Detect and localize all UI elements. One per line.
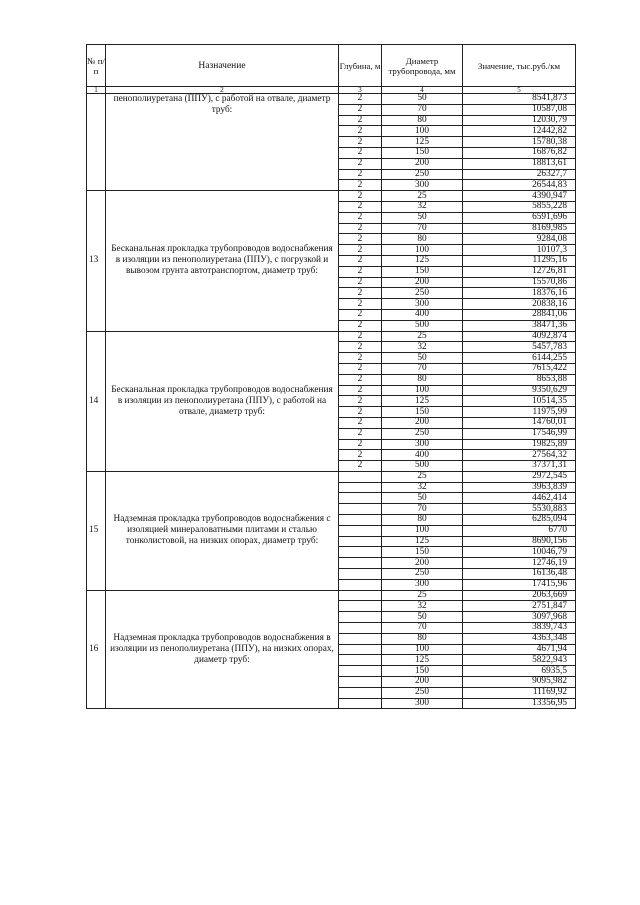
price-table <box>86 44 576 709</box>
diameter-cell: 80 <box>382 515 463 526</box>
diameter-cell: 150 <box>382 266 463 277</box>
depth-cell: 2 <box>339 137 382 148</box>
diameter-cell: 32 <box>382 601 463 612</box>
value-cell: 12746,19 <box>463 558 576 569</box>
diameter-cell: 32 <box>382 482 463 493</box>
value-cell: 8169,985 <box>463 223 576 234</box>
value-cell: 11169,92 <box>463 687 576 698</box>
value-cell: 7615,422 <box>463 363 576 374</box>
value-cell: 26544,83 <box>463 180 576 191</box>
diameter-cell: 25 <box>382 191 463 202</box>
value-cell: 4092,874 <box>463 331 576 342</box>
diameter-cell: 50 <box>382 94 463 105</box>
depth-cell: 2 <box>339 126 382 137</box>
depth-cell: 2 <box>339 255 382 266</box>
item-description: пенополиуретана (ППУ), с работой на отвале, диаметр труб: <box>106 94 339 191</box>
depth-cell <box>339 579 382 590</box>
diameter-cell: 125 <box>382 255 463 266</box>
depth-cell: 2 <box>339 363 382 374</box>
diameter-cell: 250 <box>382 288 463 299</box>
table-header-row <box>87 45 576 87</box>
value-cell: 4363,348 <box>463 633 576 644</box>
value-cell: 11975,99 <box>463 407 576 418</box>
value-cell: 5855,228 <box>463 201 576 212</box>
value-cell: 18813,61 <box>463 158 576 169</box>
depth-cell: 2 <box>339 374 382 385</box>
depth-cell: 2 <box>339 94 382 105</box>
column-number: 4 <box>382 87 463 94</box>
diameter-cell: 70 <box>382 504 463 515</box>
diameter-cell: 100 <box>382 385 463 396</box>
value-cell: 10587,08 <box>463 104 576 115</box>
value-cell: 15780,38 <box>463 137 576 148</box>
item-number: 16 <box>87 590 106 709</box>
table-row <box>87 471 576 482</box>
diameter-cell: 200 <box>382 558 463 569</box>
diameter-cell: 100 <box>382 644 463 655</box>
depth-cell <box>339 536 382 547</box>
value-cell: 2972,545 <box>463 471 576 482</box>
value-cell: 28841,06 <box>463 309 576 320</box>
diameter-cell: 150 <box>382 407 463 418</box>
column-number: 3 <box>339 87 382 94</box>
value-cell: 3963,839 <box>463 482 576 493</box>
depth-cell: 2 <box>339 396 382 407</box>
table-row <box>87 590 576 601</box>
value-cell: 16876,82 <box>463 147 576 158</box>
table-row <box>87 191 576 202</box>
depth-cell: 2 <box>339 331 382 342</box>
depth-cell <box>339 677 382 688</box>
value-cell: 6770 <box>463 525 576 536</box>
value-cell: 5457,783 <box>463 342 576 353</box>
depth-cell: 2 <box>339 428 382 439</box>
depth-cell: 2 <box>339 407 382 418</box>
depth-cell <box>339 569 382 580</box>
diameter-cell: 70 <box>382 223 463 234</box>
value-cell: 8541,873 <box>463 94 576 105</box>
depth-cell: 2 <box>339 288 382 299</box>
value-cell: 5822,943 <box>463 655 576 666</box>
depth-cell <box>339 547 382 558</box>
diameter-cell: 400 <box>382 450 463 461</box>
value-cell: 9350,629 <box>463 385 576 396</box>
diameter-cell: 250 <box>382 569 463 580</box>
diameter-cell: 25 <box>382 331 463 342</box>
depth-cell: 2 <box>339 299 382 310</box>
value-cell: 26327,7 <box>463 169 576 180</box>
diameter-cell: 32 <box>382 201 463 212</box>
depth-cell <box>339 493 382 504</box>
depth-cell <box>339 525 382 536</box>
value-cell: 16136,48 <box>463 569 576 580</box>
depth-cell <box>339 482 382 493</box>
value-cell: 6144,255 <box>463 353 576 364</box>
value-cell: 13356,95 <box>463 698 576 709</box>
value-cell: 37371,31 <box>463 461 576 472</box>
value-cell: 4462,414 <box>463 493 576 504</box>
diameter-cell: 300 <box>382 439 463 450</box>
diameter-cell: 300 <box>382 180 463 191</box>
depth-cell <box>339 655 382 666</box>
value-cell: 10046,79 <box>463 547 576 558</box>
diameter-cell: 150 <box>382 666 463 677</box>
depth-cell: 2 <box>339 115 382 126</box>
diameter-cell: 25 <box>382 471 463 482</box>
diameter-cell: 150 <box>382 547 463 558</box>
diameter-cell: 80 <box>382 374 463 385</box>
header-value: Значение, тыс.руб./км <box>463 45 576 87</box>
diameter-cell: 300 <box>382 579 463 590</box>
depth-cell: 2 <box>339 245 382 256</box>
diameter-cell: 70 <box>382 104 463 115</box>
depth-cell: 2 <box>339 277 382 288</box>
depth-cell: 2 <box>339 158 382 169</box>
value-cell: 9284,08 <box>463 234 576 245</box>
diameter-cell: 125 <box>382 137 463 148</box>
depth-cell: 2 <box>339 417 382 428</box>
value-cell: 4671,94 <box>463 644 576 655</box>
depth-cell <box>339 612 382 623</box>
value-cell: 17415,96 <box>463 579 576 590</box>
depth-cell: 2 <box>339 450 382 461</box>
depth-cell: 2 <box>339 461 382 472</box>
depth-cell: 2 <box>339 353 382 364</box>
item-description: Бесканальная прокладка трубопроводов водоснабжения в изоляции из пенополиуретана (ППУ), с работой на отвале, диаметр труб: <box>106 331 339 471</box>
diameter-cell: 150 <box>382 147 463 158</box>
diameter-cell: 80 <box>382 234 463 245</box>
diameter-cell: 125 <box>382 536 463 547</box>
diameter-cell: 125 <box>382 655 463 666</box>
diameter-cell: 250 <box>382 169 463 180</box>
diameter-cell: 200 <box>382 417 463 428</box>
diameter-cell: 80 <box>382 633 463 644</box>
item-description: Надземная прокладка трубопроводов водоснабжения в изоляции из пенополиуретана (ППУ), на низких опорах, диаметр труб: <box>106 590 339 709</box>
value-cell: 10514,35 <box>463 396 576 407</box>
value-cell: 14760,01 <box>463 417 576 428</box>
depth-cell: 2 <box>339 201 382 212</box>
diameter-cell: 70 <box>382 623 463 634</box>
depth-cell: 2 <box>339 191 382 202</box>
depth-cell: 2 <box>339 439 382 450</box>
table-row <box>87 94 576 105</box>
diameter-cell: 25 <box>382 590 463 601</box>
value-cell: 6935,5 <box>463 666 576 677</box>
value-cell: 27564,32 <box>463 450 576 461</box>
depth-cell <box>339 590 382 601</box>
depth-cell <box>339 633 382 644</box>
column-number-row <box>87 87 576 94</box>
diameter-cell: 300 <box>382 299 463 310</box>
depth-cell: 2 <box>339 169 382 180</box>
value-cell: 12726,81 <box>463 266 576 277</box>
depth-cell: 2 <box>339 266 382 277</box>
diameter-cell: 250 <box>382 687 463 698</box>
diameter-cell: 50 <box>382 353 463 364</box>
depth-cell <box>339 504 382 515</box>
diameter-cell: 250 <box>382 428 463 439</box>
depth-cell <box>339 601 382 612</box>
depth-cell: 2 <box>339 147 382 158</box>
depth-cell <box>339 515 382 526</box>
depth-cell: 2 <box>339 104 382 115</box>
value-cell: 8690,156 <box>463 536 576 547</box>
item-number: 13 <box>87 191 106 331</box>
depth-cell: 2 <box>339 234 382 245</box>
header-num: № п/п <box>87 45 106 87</box>
column-number: 5 <box>463 87 576 94</box>
depth-cell <box>339 698 382 709</box>
header-depth: Глубина, м <box>339 45 382 87</box>
value-cell: 10107,3 <box>463 245 576 256</box>
item-number: 15 <box>87 471 106 590</box>
diameter-cell: 100 <box>382 126 463 137</box>
diameter-cell: 70 <box>382 363 463 374</box>
value-cell: 5530,883 <box>463 504 576 515</box>
diameter-cell: 50 <box>382 212 463 223</box>
value-cell: 19825,89 <box>463 439 576 450</box>
value-cell: 11295,16 <box>463 255 576 266</box>
depth-cell <box>339 687 382 698</box>
value-cell: 6591,696 <box>463 212 576 223</box>
value-cell: 9095,982 <box>463 677 576 688</box>
value-cell: 17546,99 <box>463 428 576 439</box>
depth-cell: 2 <box>339 212 382 223</box>
diameter-cell: 100 <box>382 525 463 536</box>
item-description: Бесканальная прокладка трубопроводов водоснабжения в изоляции из пенополиуретана (ППУ), с погрузкой и вывозом грунта автотранспортом, диаметр труб: <box>106 191 339 331</box>
diameter-cell: 500 <box>382 461 463 472</box>
depth-cell: 2 <box>339 320 382 331</box>
value-cell: 12030,79 <box>463 115 576 126</box>
depth-cell <box>339 666 382 677</box>
column-number: 1 <box>87 87 106 94</box>
diameter-cell: 400 <box>382 309 463 320</box>
diameter-cell: 200 <box>382 277 463 288</box>
diameter-cell: 200 <box>382 158 463 169</box>
diameter-cell: 50 <box>382 493 463 504</box>
diameter-cell: 100 <box>382 245 463 256</box>
table-row <box>87 331 576 342</box>
header-name: Назначение <box>106 45 339 87</box>
depth-cell: 2 <box>339 385 382 396</box>
depth-cell <box>339 623 382 634</box>
value-cell: 6285,094 <box>463 515 576 526</box>
diameter-cell: 300 <box>382 698 463 709</box>
header-diameter: Диаметр трубопровода, мм <box>382 45 463 87</box>
value-cell: 8653,88 <box>463 374 576 385</box>
diameter-cell: 80 <box>382 115 463 126</box>
diameter-cell: 500 <box>382 320 463 331</box>
diameter-cell: 200 <box>382 677 463 688</box>
value-cell: 4390,947 <box>463 191 576 202</box>
value-cell: 3839,743 <box>463 623 576 634</box>
depth-cell: 2 <box>339 223 382 234</box>
depth-cell <box>339 471 382 482</box>
value-cell: 15570,86 <box>463 277 576 288</box>
depth-cell: 2 <box>339 342 382 353</box>
value-cell: 3097,968 <box>463 612 576 623</box>
value-cell: 2063,669 <box>463 590 576 601</box>
item-description: Надземная прокладка трубопроводов водоснабжения с изоляцией минераловатными плитами и сталью тонколистовой, на низких опорах, диаметр труб: <box>106 471 339 590</box>
value-cell: 20838,16 <box>463 299 576 310</box>
item-number <box>87 94 106 191</box>
table-body <box>87 94 576 709</box>
value-cell: 12442,82 <box>463 126 576 137</box>
diameter-cell: 50 <box>382 612 463 623</box>
depth-cell <box>339 558 382 569</box>
item-number: 14 <box>87 331 106 471</box>
column-number: 2 <box>106 87 339 94</box>
depth-cell: 2 <box>339 309 382 320</box>
diameter-cell: 32 <box>382 342 463 353</box>
value-cell: 38471,36 <box>463 320 576 331</box>
depth-cell <box>339 644 382 655</box>
diameter-cell: 125 <box>382 396 463 407</box>
value-cell: 18376,16 <box>463 288 576 299</box>
depth-cell: 2 <box>339 180 382 191</box>
value-cell: 2751,847 <box>463 601 576 612</box>
